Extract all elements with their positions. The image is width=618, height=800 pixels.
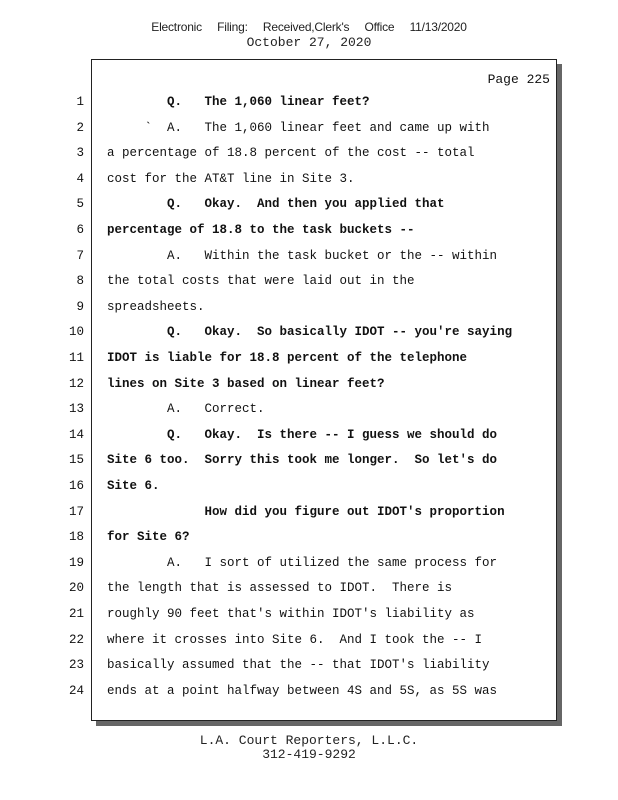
answer-line: spreadsheets. — [107, 300, 205, 314]
answer-line: a percentage of 18.8 percent of the cost -- total — [107, 146, 475, 160]
question-line: for Site 6? — [107, 530, 190, 544]
line-number: 15 — [68, 453, 84, 467]
answer-line: A. Within the task bucket or the -- within — [107, 249, 498, 263]
line-number: 23 — [68, 658, 84, 672]
answer-line: where it crosses into Site 6. And I took the -- I — [107, 633, 483, 647]
answer-line: ` A. The 1,060 linear feet and came up with — [107, 121, 490, 135]
line-number: 8 — [76, 274, 84, 288]
question-line: Q. The 1,060 linear feet? — [107, 95, 370, 109]
filing-stamp-filing: Filing: — [217, 20, 248, 34]
answer-line: A. I sort of utilized the same process for — [107, 556, 498, 570]
answer-line: cost for the AT&T line in Site 3. — [107, 172, 355, 186]
line-number: 14 — [68, 428, 84, 442]
answer-line: ends at a point halfway between 4S and 5S, as 5S was — [107, 684, 498, 698]
line-number: 4 — [76, 172, 84, 186]
answer-line: A. Correct. — [107, 402, 265, 416]
question-line: Site 6. — [107, 479, 160, 493]
line-number: 9 — [76, 300, 84, 314]
question-line: percentage of 18.8 to the task buckets -- — [107, 223, 415, 237]
line-number: 13 — [68, 402, 84, 416]
question-line: Q. Okay. And then you applied that — [107, 197, 445, 211]
line-number: 11 — [68, 351, 84, 365]
line-number: 2 — [76, 121, 84, 135]
line-number: 20 — [68, 581, 84, 595]
line-number: 5 — [76, 197, 84, 211]
line-number: 3 — [76, 146, 84, 160]
line-number: 6 — [76, 223, 84, 237]
line-number: 21 — [68, 607, 84, 621]
line-number: 16 — [68, 479, 84, 493]
page-number: Page 225 — [487, 72, 550, 87]
footer — [0, 734, 618, 762]
question-line: Q. Okay. Is there -- I guess we should do — [107, 428, 498, 442]
deposition-date: October 27, 2020 — [246, 35, 372, 50]
line-number: 17 — [68, 505, 84, 519]
footer-phone: 312-419-9292 — [262, 747, 356, 762]
line-number: 19 — [68, 556, 84, 570]
question-line: How did you figure out IDOT's proportion — [107, 505, 505, 519]
question-line: Site 6 too. Sorry this took me longer. So let's do — [107, 453, 498, 467]
filing-stamp — [0, 20, 618, 34]
line-number: 24 — [68, 684, 84, 698]
answer-line: basically assumed that the -- that IDOT's liability — [107, 658, 490, 672]
line-number: 12 — [68, 377, 84, 391]
footer-company: L.A. Court Reporters, L.L.C. — [199, 733, 419, 748]
answer-line: the length that is assessed to IDOT. There is — [107, 581, 453, 595]
line-number: 18 — [68, 530, 84, 544]
filing-stamp-office: Office — [364, 20, 395, 34]
question-line: lines on Site 3 based on linear feet? — [107, 377, 385, 391]
question-line: Q. Okay. So basically IDOT -- you're saying — [107, 325, 513, 339]
filing-stamp-date: 11/13/2020 — [409, 20, 467, 34]
question-line: IDOT is liable for 18.8 percent of the telephone — [107, 351, 468, 365]
line-number: 22 — [68, 633, 84, 647]
line-number: 1 — [76, 95, 84, 109]
line-number: 10 — [68, 325, 84, 339]
answer-line: the total costs that were laid out in the — [107, 274, 415, 288]
filing-stamp-received: Received,Clerk's — [262, 20, 350, 34]
filing-stamp-electronic: Electronic — [151, 20, 202, 34]
answer-line: roughly 90 feet that's within IDOT's liability as — [107, 607, 475, 621]
line-number: 7 — [76, 249, 84, 263]
